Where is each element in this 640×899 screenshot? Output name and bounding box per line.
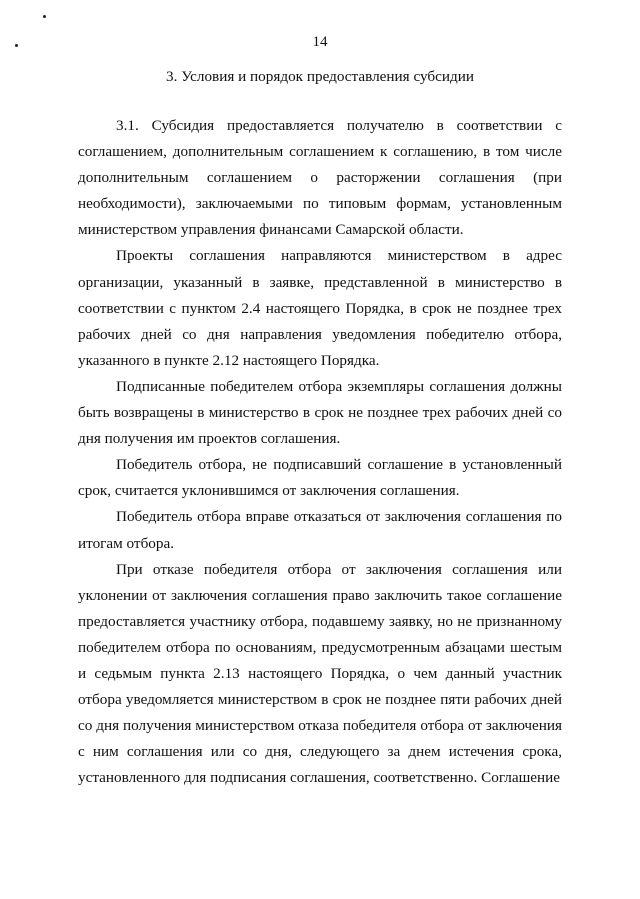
paragraph: При отказе победителя отбора от заключения соглашения или уклонении от заключения соглашения право заключить такое соглашение предоставляется участнику отбора, подавшему заявку, но не признанному победителем отбора по основаниям, предусмотренным абзацами шестым и седьмым пункта 2.13 настоящего Порядка, о чем данный участник отбора уведомляется министерством в срок не позднее пяти рабочих дней со дня получения министерством отказа победителя отбора от заключения с ним соглашения или со дня, следующего за днем истечения срока, установленного для подписания соглашения, соответственно. Соглашение (78, 560, 562, 787)
scan-mark (43, 15, 46, 18)
section-title: 3. Условия и порядок предоставления субсидии (166, 68, 474, 85)
paragraph: Победитель отбора, не подписавший соглашение в установленный срок, считается уклонившимся от заключения соглашения. (78, 456, 562, 500)
page-number: 14 (312, 34, 328, 50)
paragraph: Проекты соглашения направляются министерством в адрес организации, указанный в заявке, представленной в министерство в соответствии с пунктом 2.4 настоящего Порядка, в срок не позднее трех рабочих дней со дня направления уведомления победителю отбора, указанного в пункте 2.12 настоящего Порядка. (78, 247, 562, 369)
paragraph: 3.1. Субсидия предоставляется получателю в соответствии с соглашением, дополнительным соглашением к соглашению, в том числе дополнительным соглашением о расторжении соглашения (при необходимости), заключаемыми по типовым формам, установленным министерством управления финансами Самарской области. (78, 117, 562, 239)
paragraph: Победитель отбора вправе отказаться от заключения соглашения по итогам отбора. (78, 508, 562, 552)
paragraph: Подписанные победителем отбора экземпляры соглашения должны быть возвращены в министерство в срок не позднее трех рабочих дней со дня получения им проектов соглашения. (78, 377, 562, 448)
body-text (78, 113, 562, 791)
